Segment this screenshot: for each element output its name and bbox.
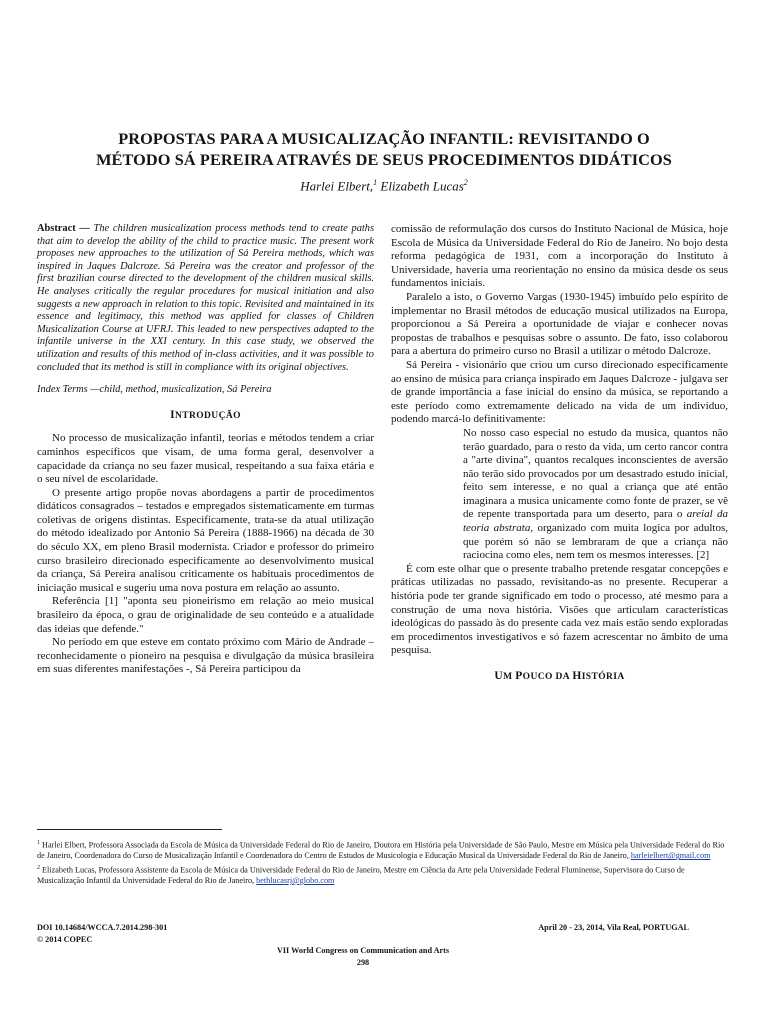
page-footer — [37, 922, 689, 968]
author-2: Elizabeth Lucas — [377, 178, 464, 194]
footnote-2: $^2$ Elizabeth Lucas, Professora Assistente da Escola de Música da Universidade Federal do Rio de Janeiro, Mestre em Ciência da Arte pela Universidade Federal Fluminense, Supervisora do Curso de Musicalização Infantil da Universidade Federal do Rio de Janeiro, bethlucasrj@globo.com — [37, 864, 685, 885]
right-paragraph-4: É com este olhar que o presente trabalho pretende resgatar concepções e práticas utilizadas no passado, revisitando-as no presente. Recuperar a história pode ter grande significado em todo o processo, até mesmo para a construção de uma nova história. Visões que articulam características ideológicas do passado às do presente cada vez mais estão sendo exploradas em procedimentos investigativos e só fazem acrescentar no âmbito de uma pesquisa. — [391, 562, 728, 657]
intro-paragraph-1: No processo de musicalização infantil, teorias e métodos tendem a criar caminhos específicos que visam, de uma forma geral, desenvolver a capacidade da criança no seu fazer musical, respeitando a sua faixa etária e o seu nível de escolaridade. — [37, 432, 374, 486]
footer-row — [37, 922, 689, 945]
intro-paragraph-2: O presente artigo propõe novas abordagens a partir de procedimentos didáticos consagrados – testados e empregados sistematicamente em turmas coletivas de origens distintas. Especificamente, trata-se da atual utilização do método idealizado por Antonio Sá Pereira (1888-1966) na década de 30 do século XX, em pleno Brasil modernista. Criador e professor do primeiro curso brasileiro direcionado especificamente ao desenvolvimento musical da criança, Sá Pereira analisou criticamente os habituais procedimentos de iniciação musical e sugeriu uma nova postura em relação ao assunto. — [37, 486, 374, 594]
footnotes — [37, 838, 732, 887]
right-column — [391, 223, 728, 694]
right-paragraph-1: comissão de reformulação dos cursos do Instituto Nacional de Música, hoje Escola de Música da Universidade Federal do Rio de Janeiro. No bojo desta reforma pedagógica de 1931, com a incorporação do Instituto à Universidade, haveria uma reorientação no ensino da música desde os seus fundamentos iniciais. — [391, 223, 728, 290]
authors — [60, 178, 708, 194]
intro-paragraph-3: Referência [1] "aponta seu pioneirismo em relação ao meio musical brasileiro da época, o grau de originalidade de seu conteúdo e a atualidade das ideias que defende." — [37, 595, 374, 635]
left-column — [37, 223, 374, 677]
footnote-divider — [37, 829, 222, 830]
abstract-label: Abstract — — [37, 223, 90, 234]
index-terms: Index Terms —child, method, musicalization, Sá Pereira — [37, 384, 272, 396]
copyright: © 2014 COPEC — [37, 934, 93, 944]
footer-left — [37, 922, 167, 945]
congress-name: VII World Congress on Communication and Arts — [276, 946, 450, 955]
title-line-2: MÉTODO SÁ PEREIRA ATRAVÉS DE SEUS PROCEDIMENTOS DIDÁTICOS — [96, 150, 672, 169]
author-1-mark: 1 — [373, 178, 378, 187]
section-heading-um-pouco-da-historia: UM POUCO DA HISTÓRIA — [494, 670, 625, 682]
quote-italic: areial da teoria abstrata — [463, 508, 728, 535]
right-paragraph-3: Sá Pereira - visionário que criou um curso direcionado especificamente ao ensino de música para criança inspirado em Jaques Dalcroze - julgava ser de grande importância a fase inicial do ensino da música, se reportando a este período como extremamente delicado na vida de um indivíduo, podendo marcá-lo definitivamente: — [391, 358, 728, 426]
abstract — [37, 223, 374, 374]
footnote-1-email-link[interactable]: harleielbert@gmail.com — [630, 851, 711, 861]
footnote-1: $^1$ Harlei Elbert, Professora Associada da Escola de Música da Universidade Federal do Rio de Janeiro, Doutora em História pela Universidade de São Paulo, Mestre em Música pela Universidade Federal do Rio de Janeiro, Coordenadora do Curso de Musicalização Infantil e Coordenadora do Centro de Estudos de Musicologia e Educação Musical da Universidade Federal do Rio de Janeiro, harleielbert@gmail.com — [37, 840, 725, 861]
author-1: Harlei Elbert, — [300, 178, 374, 194]
author-2-mark: 2 — [463, 178, 468, 187]
footnote-2-email-link[interactable]: bethlucasrj@globo.com — [256, 875, 335, 885]
abstract-text: The children musicalization process methods tend to create paths that aim to develop the ability of the child to practice music. The present work proposes new approaches to the utilization of Sá Pereira methods, which was inspired in Jaques Dalcroze. Sá Pereira was the creator and professor of the first brazilian course directed to the development of the children musical skills. He analyses critically the regular procedures for musical initiation and also suggests a new approach in relation to this topic. Revisited and maintained in its essence and legitimacy, this method was applied for classes of Children Musicalization Course at UFRJ. This leaded to new perspectives adapted to the infantile universe in the XXI century. In this case study, we observed the utilization and results of this method of in-class activities, and it was possible to concluded that its method is still in compliance with its original objectives. — [37, 223, 375, 373]
section-heading-introducao: INTRODUÇÃO — [170, 408, 241, 421]
intro-paragraph-4: No período em que esteve em contato próximo com Mário de Andrade – reconhecidamente o pioneiro na pesquisa e divulgação da música brasileira em suas diferentes manifestações -, Sá Pereira participou da — [37, 636, 374, 676]
doi: DOI 10.14684/WCCA.7.2014.298-301 — [37, 923, 168, 932]
block-quote: No nosso caso especial no estudo da musica, quantos não terão guardado, para o resto da vida, um certo rancor contra a "arte divina", quantos recalques inconscientes de aversão não terão sido provocados por um desastrado estudo inicial, feito sem interesse, e no qual a criança que até então imaginara a musica unicamente como fonte de prazer, se vê de repente transportada para um deserto, para o areial da teoria abstrata, organizado com muita logica por adultos, que porém só não se lembraram de que a criança não raciocina como eles, nem tem os mesmos interesses. [2] — [463, 426, 728, 562]
conference-dates: April 20 - 23, 2014, Vila Real, PORTUGAL — [538, 923, 689, 932]
title-line-1: PROPOSTAS PARA A MUSICALIZAÇÃO INFANTIL: REVISITANDO O — [118, 129, 650, 148]
paper-title — [60, 128, 708, 170]
page-number: 298 — [356, 957, 370, 967]
right-paragraph-2: Paralelo a isto, o Governo Vargas (1930-1945) imbuído pelo espírito de implementar no Brasil métodos de educação musical utilizados na Europa, proporcionou a Sá Pereira a oportunidade de viajar e conhecer novas propostas de trabalhos e pesquisas sobre o assunto. De fato, isso colaborou para a abertura do primeiro curso no Brasil a utilizar o método Dalcroze. — [391, 290, 728, 358]
